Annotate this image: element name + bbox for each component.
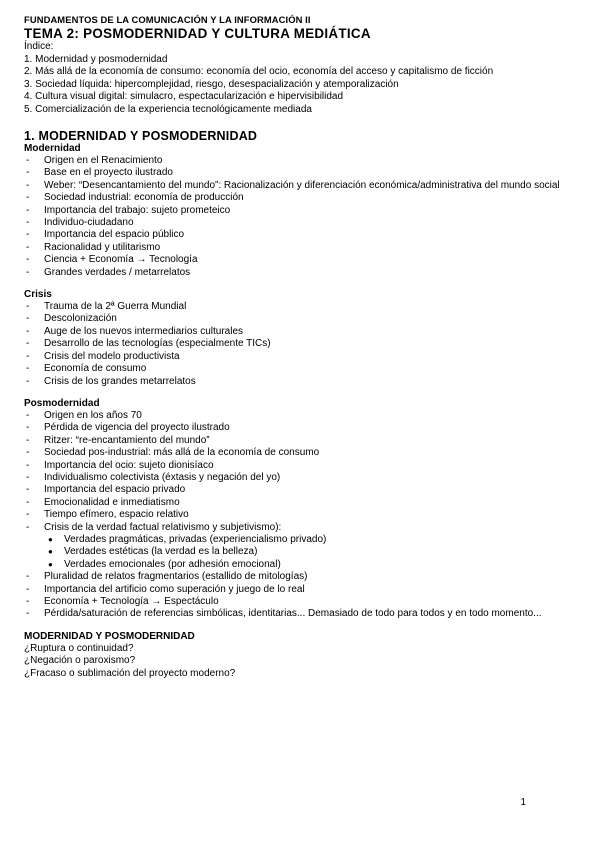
list-item: - Trauma de la 2ª Guerra Mundial [24, 301, 584, 313]
list-item: - Racionalidad y utilitarismo [24, 242, 584, 254]
posmodernidad-heading: Posmodernidad [24, 397, 100, 409]
bullet-item: ● Verdades emocionales (por adhesión emocional) [24, 559, 584, 571]
page-number: 1 [520, 797, 526, 808]
crisis-list [24, 301, 584, 388]
document-page [24, 14, 584, 680]
list-item: - Crisis del modelo productivista [24, 351, 584, 363]
list-item: - Descolonización [24, 313, 584, 325]
list-item: - Crisis de la verdad factual relativismo y subjetivismo): [24, 522, 584, 534]
closing-question: ¿Ruptura o continuidad? [24, 642, 134, 654]
list-item: - Importancia del artificio como superación y juego de lo real [24, 584, 584, 596]
closing-question: ¿Negación o paroxismo? [24, 655, 136, 667]
list-item: - Individualismo colectivista (éxtasis y negación del yo) [24, 472, 584, 484]
list-item: - Crisis de los grandes metarrelatos [24, 376, 584, 388]
index-item: 1. Modernidad y posmodernidad [24, 53, 168, 65]
bullet-item: ● Verdades estéticas (la verdad es la belleza) [24, 546, 584, 558]
truth-bullet-list [24, 534, 584, 571]
list-item: - Ritzer: “re-encantamiento del mundo” [24, 435, 584, 447]
list-item: - Importancia del espacio público [24, 229, 584, 241]
list-item: - Ciencia + Economía → Tecnología [24, 254, 584, 266]
list-item: - Economía + Tecnología → Espectáculo [24, 596, 584, 608]
modernidad-list [24, 155, 584, 279]
list-item: - Sociedad industrial: economía de producción [24, 192, 584, 204]
list-item: - Sociedad pos-industrial: más allá de la economía de consumo [24, 447, 584, 459]
list-item: - Importancia del ocio: sujeto dionisíaco [24, 460, 584, 472]
crisis-heading: Crisis [24, 289, 52, 301]
list-item: - Individuo-ciudadano [24, 217, 584, 229]
list-item: - Economía de consumo [24, 363, 584, 375]
list-item: - Auge de los nuevos intermediarios culturales [24, 326, 584, 338]
list-item: - Weber: “Desencantamiento del mundo”: Racionalización y diferenciación económica/administrativa del mundo social [24, 180, 584, 192]
list-item: - Importancia del trabajo: sujeto prometeico [24, 205, 584, 217]
list-item: - Emocionalidad e inmediatismo [24, 497, 584, 509]
index-label: Índice: [24, 41, 54, 52]
list-item: - Pérdida de vigencia del proyecto ilustrado [24, 422, 584, 434]
bullet-item: ● Verdades pragmáticas, privadas (experiencialismo privado) [24, 534, 584, 546]
posmodernidad-list [24, 410, 584, 534]
list-item: - Origen en los años 70 [24, 410, 584, 422]
posmodernidad-list-continued [24, 571, 584, 621]
index-item: 4. Cultura visual digital: simulacro, espectacularización e hipervisibilidad [24, 91, 344, 102]
list-item: - Importancia del espacio privado [24, 484, 584, 496]
list-item: - Grandes verdades / metarrelatos [24, 267, 584, 279]
modernidad-heading: Modernidad [24, 143, 81, 154]
list-item: - Pérdida/saturación de referencias simbólicas, identitarias... Demasiado de todo para todos y en todo momento... [24, 608, 584, 620]
course-title: FUNDAMENTOS DE LA COMUNICACIÓN Y LA INFORMACIÓN II [24, 14, 311, 25]
list-item: - Desarrollo de las tecnologías (especialmente TICs) [24, 338, 584, 350]
list-item: - Tiempo efímero, espacio relativo [24, 509, 584, 521]
list-item: - Base en el proyecto ilustrado [24, 167, 584, 179]
list-item: - Origen en el Renacimiento [24, 155, 584, 167]
section-title: 1. MODERNIDAD Y POSMODERNIDAD [24, 129, 258, 143]
closing-heading: MODERNIDAD Y POSMODERNIDAD [24, 630, 195, 642]
closing-question: ¿Fracaso o sublimación del proyecto moderno? [24, 667, 236, 679]
index-item: 5. Comercialización de la experiencia tecnológicamente mediada [24, 103, 312, 115]
index-item: 3. Sociedad líquida: hipercomplejidad, riesgo, desespacialización y atemporalización [24, 78, 399, 90]
index-list [24, 54, 584, 117]
index-item: 2. Más allá de la economía de consumo: economía del ocio, economía del acceso y capitalismo de ficción [24, 66, 494, 77]
topic-title: TEMA 2: POSMODERNIDAD Y CULTURA MEDIÁTICA [24, 26, 371, 41]
list-item: - Pluralidad de relatos fragmentarios (estallido de mitologías) [24, 571, 584, 583]
